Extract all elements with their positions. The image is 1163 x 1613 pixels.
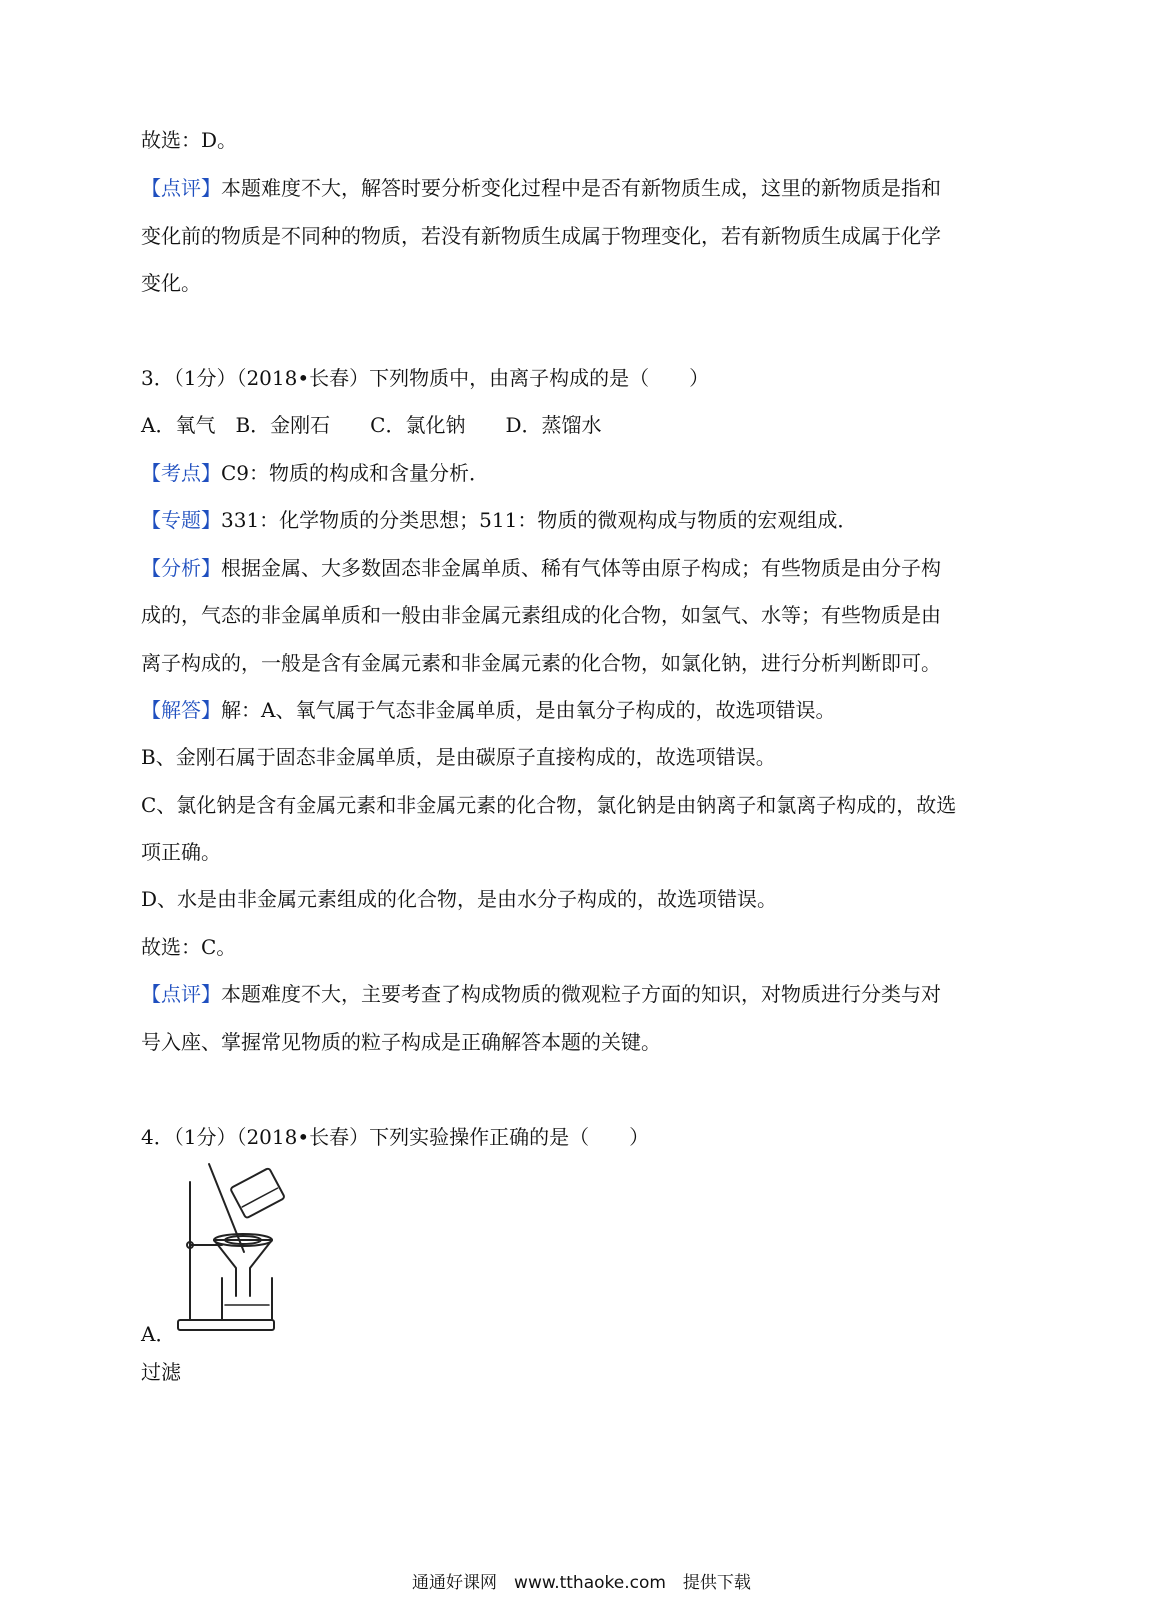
q4-stem: 4．（1分）（2018•长春）下列实验操作正确的是（ ） [141, 1125, 650, 1149]
q2-comment-line-3: 变化。 [141, 271, 201, 295]
q3-zhuanti-tag: 【专题】 [141, 508, 221, 532]
q3-options: A．氧气 B．金刚石 C．氯化钠 D．蒸馏水 [141, 413, 602, 437]
q3-jieda-line-2: B、金刚石属于固态非金属单质，是由碳原子直接构成的，故选项错误。 [141, 745, 776, 769]
q3-zhuanti: 【专题】331：化学物质的分类思想；511：物质的微观构成与物质的宏观组成． [141, 508, 858, 532]
q3-dianping-tag: 【点评】 [141, 982, 221, 1006]
q3-jieda-line-4: 项正确。 [141, 840, 221, 864]
q3-kaodian-tag: 【考点】 [141, 461, 221, 485]
q3-jieda-line-1: 【解答】解：A、氧气属于气态非金属单质，是由氧分子构成的，故选项错误。 [141, 698, 836, 722]
q2-comment-line-2: 变化前的物质是不同种的物质，若没有新物质生成属于物理变化，若有新物质生成属于化学 [141, 224, 941, 248]
q3-jieda-line-3: C、氯化钠是含有金属元素和非金属元素的化合物，氯化钠是由钠离子和氯离子构成的，故选 [141, 793, 957, 817]
q2-comment-tag: 【点评】 [141, 176, 221, 200]
q3-jieda-line-6: 故选：C。 [141, 935, 237, 959]
q3-jieda-line-5: D、水是由非金属元素组成的化合物，是由水分子构成的，故选项错误。 [141, 887, 778, 911]
q4-option-a-label: A． [141, 1322, 176, 1346]
q3-dianping-line-1: 【点评】本题难度不大，主要考查了构成物质的微观粒子方面的知识，对物质进行分类与对 [141, 982, 941, 1006]
q2-answer: 故选：D。 [141, 128, 238, 152]
q4-option-a-caption: 过滤 [141, 1360, 181, 1384]
q3-fenxi-line-2: 成的，气态的非金属单质和一般由非金属元素组成的化合物，如氢气、水等；有些物质是由 [141, 603, 941, 627]
q3-dianping-line-2: 号入座、掌握常见物质的粒子构成是正确解答本题的关键。 [141, 1030, 661, 1054]
q3-kaodian: 【考点】C9：物质的构成和含量分析． [141, 461, 490, 485]
q3-fenxi-tag: 【分析】 [141, 556, 221, 580]
page-footer: 通通好课网 www.tthaoke.com 提供下载 [412, 1573, 751, 1593]
filtration-apparatus-icon [172, 1160, 292, 1344]
q2-comment-line-1: 【点评】本题难度不大，解答时要分析变化过程中是否有新物质生成，这里的新物质是指和 [141, 176, 941, 200]
q3-fenxi-line-1: 【分析】根据金属、大多数固态非金属单质、稀有气体等由原子构成；有些物质是由分子构 [141, 556, 941, 580]
q3-stem: 3．（1分）（2018•长春）下列物质中，由离子构成的是（ ） [141, 366, 710, 390]
q3-fenxi-line-3: 离子构成的，一般是含有金属元素和非金属元素的化合物，如氯化钠，进行分析判断即可。 [141, 651, 941, 675]
q3-jieda-tag: 【解答】 [141, 698, 221, 722]
